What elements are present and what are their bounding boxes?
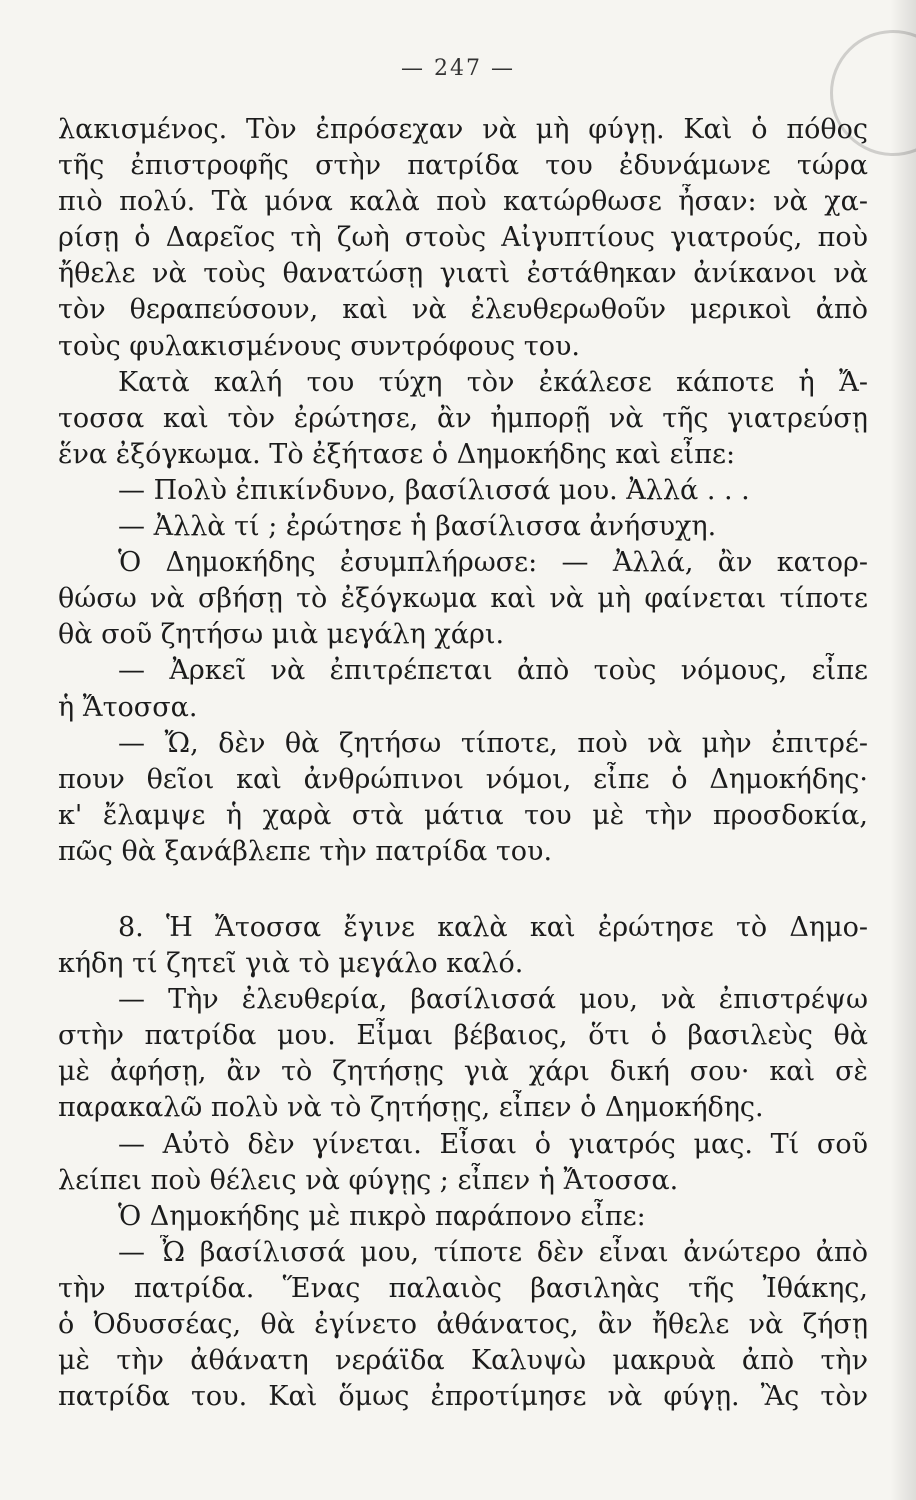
text-line: θὰ σοῦ ζητήσω μιὰ μεγάλη χάρι. xyxy=(58,619,505,651)
text-line: — Ἀλλὰ τί ; ἐρώτησε ἡ βασίλισσα ἀνήσυχη. xyxy=(118,511,717,543)
text-line: τὴν πατρίδα. Ἕνας παλαιὸς βασιληὰς τῆς Ἰθάκης, xyxy=(58,1272,868,1304)
text-line: τοὺς φυλακισμένους συντρόφους του. xyxy=(58,330,580,362)
text-line: Ὁ Δημοκήδης ἐσυμπλήρωσε: — Ἀλλά, ἂν κατορ- xyxy=(118,547,868,579)
text-line: ρίσῃ ὁ Δαρεῖος τὴ ζωὴ στοὺς Αἰγυπτίους γιατρούς, ποὺ xyxy=(58,222,868,254)
text-line: πατρίδα του. Καὶ ὅμως ἐπροτίμησε νὰ φύγῃ. Ἂς τὸν xyxy=(58,1381,868,1413)
text-line: κήδη τί ζητεῖ γιὰ τὸ μεγάλο καλό. xyxy=(58,948,524,980)
text-line: πῶς θὰ ξανάβλεπε τὴν πατρίδα του. xyxy=(58,835,553,867)
text-line: θώσω νὰ σβήσῃ τὸ ἐξόγκωμα καὶ νὰ μὴ φαίνεται τίποτε xyxy=(58,583,868,615)
text-line: λείπει ποὺ θέλεις νὰ φύγῃς ; εἶπεν ἡ Ἄτοσσα. xyxy=(58,1164,679,1196)
text-line: — Ὤ, δὲν θὰ ζητήσω τίποτε, ποὺ νὰ μὴν ἐπιτρέ- xyxy=(118,727,868,759)
text-line: — Ἀρκεῖ νὰ ἐπιτρέπεται ἀπὸ τοὺς νόμους, εἶπε xyxy=(118,655,868,687)
text-line: κ' ἔλαμψε ἡ χαρὰ στὰ μάτια του μὲ τὴν προσδοκία, xyxy=(58,799,868,831)
text-line: ἕνα ἐξόγκωμα. Τὸ ἐξήτασε ὁ Δημοκήδης καὶ εἶπε: xyxy=(58,438,736,470)
text-line: τὸν θεραπεύσουν, καὶ νὰ ἐλευθερωθοῦν μερικοὶ ἀπὸ xyxy=(58,294,868,326)
text-line: μὲ τὴν ἀθάνατη νεράϊδα Καλυψὼ μακρυὰ ἀπὸ τὴν xyxy=(58,1345,868,1377)
text-line: πουν θεῖοι καὶ ἀνθρώπινοι νόμοι, εἶπε ὁ Δημοκήδης· xyxy=(58,763,868,795)
text-line: 8. Ἡ Ἄτοσσα ἔγινε καλὰ καὶ ἐρώτησε τὸ Δημο- xyxy=(118,911,868,943)
text-line: μὲ ἀφήσῃ, ἂν τὸ ζητήσῃς γιὰ χάρι δική σου· καὶ σὲ xyxy=(58,1056,868,1088)
text-line: λακισμένος. Τὸν ἐπρόσεχαν νὰ μὴ φύγῃ. Καὶ ὁ πόθος xyxy=(58,114,868,145)
section-gap xyxy=(58,870,868,910)
text-line: τοσσα καὶ τὸν ἐρώτησε, ἂν ἠμπορῇ νὰ τῆς γιατρεύσῃ xyxy=(58,402,868,434)
body-text xyxy=(58,112,868,1415)
text-line: στὴν πατρίδα μου. Εἶμαι βέβαιος, ὅτι ὁ βασιλεὺς θὰ xyxy=(58,1020,868,1052)
text-line: παρακαλῶ πολὺ νὰ τὸ ζητήσῃς, εἶπεν ὁ Δημοκήδης. xyxy=(58,1092,764,1124)
page-edge-shadow xyxy=(890,0,916,1500)
text-line: ἤθελε νὰ τοὺς θανατώσῃ γιατὶ ἐστάθηκαν ἀνίκανοι νὰ xyxy=(58,258,868,290)
text-line: — Πολὺ ἐπικίνδυνο, βασίλισσά μου. Ἀλλά . . . xyxy=(118,474,750,506)
text-line: Κατὰ καλή του τύχη τὸν ἐκάλεσε κάποτε ἡ Ἄ- xyxy=(118,366,868,398)
text-line: — Τὴν ἐλευθερία, βασίλισσά μου, νὰ ἐπιστρέψω xyxy=(118,984,868,1016)
text-line: — Ὦ βασίλισσά μου, τίποτε δὲν εἶναι ἀνώτερο ἀπὸ xyxy=(118,1236,868,1268)
text-line: ἡ Ἄτοσσα. xyxy=(58,691,198,723)
text-line: τῆς ἐπιστροφῆς στὴν πατρίδα του ἐδυνάμωνε τώρα xyxy=(58,150,868,182)
text-line: πιὸ πολύ. Τὰ μόνα καλὰ ποὺ κατώρθωσε ἦσαν: νὰ χα- xyxy=(58,186,868,218)
page-number: — 247 — xyxy=(401,56,515,81)
text-line: ὁ Ὀδυσσέας, θὰ ἐγίνετο ἀθάνατος, ἂν ἤθελε νὰ ζήσῃ xyxy=(58,1309,868,1340)
text-line: — Αὐτὸ δὲν γίνεται. Εἶσαι ὁ γιατρός μας. Τί σοῦ xyxy=(118,1128,868,1160)
text-line: Ὁ Δημοκήδης μὲ πικρὸ παράπονο εἶπε: xyxy=(118,1200,646,1232)
